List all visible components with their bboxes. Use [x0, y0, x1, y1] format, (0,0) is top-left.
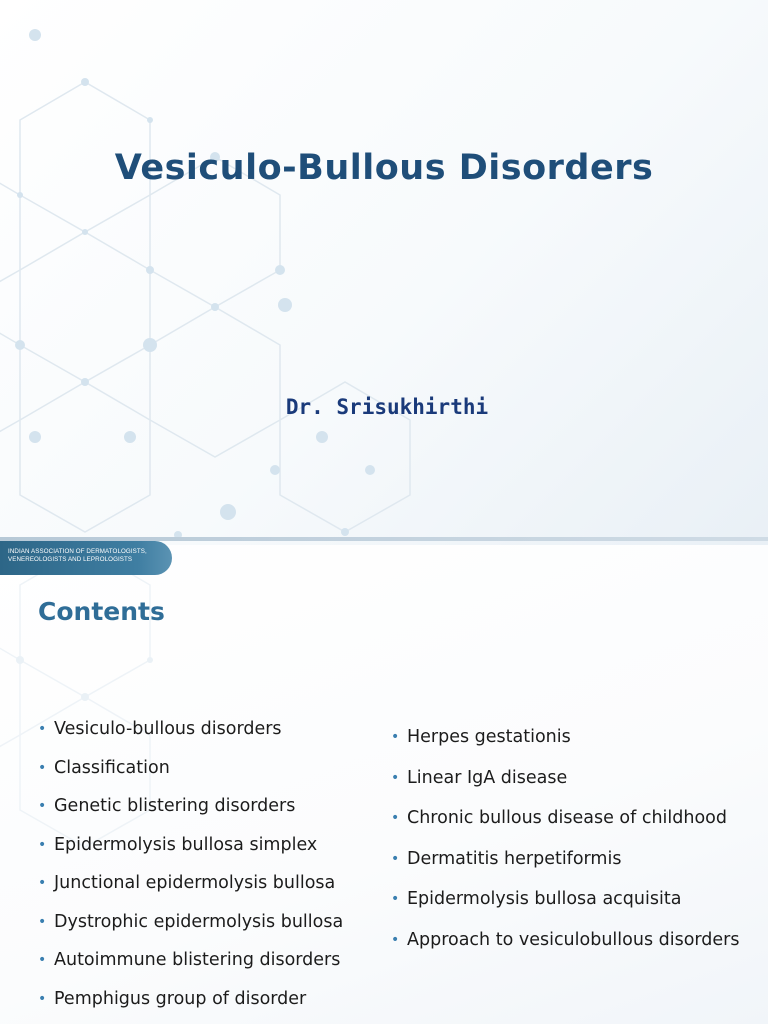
bullet-dot-icon: •: [391, 810, 400, 826]
contents-list-right: [391, 717, 763, 960]
logo-line-1: INDIAN ASSOCIATION OF DERMATOLOGISTS,: [8, 548, 147, 555]
list-item-text: Genetic blistering disorders: [54, 796, 296, 816]
slide-title: Vesiculo-Bullous Disorders: [114, 148, 654, 188]
list-item-text: Autoimmune blistering disorders: [54, 950, 341, 970]
list-item: [38, 871, 378, 910]
list-item: [38, 756, 378, 795]
author-name: Dr. Srisukhirthi: [285, 395, 489, 419]
bullet-dot-icon: •: [38, 798, 47, 814]
list-item: [391, 758, 763, 799]
list-item-text: Dermatitis herpetiformis: [407, 848, 622, 869]
bullet-dot-icon: •: [38, 759, 47, 776]
contents-slide: [0, 545, 768, 1024]
list-item: [38, 794, 378, 833]
bullet-dot-icon: •: [391, 729, 400, 745]
list-item-text: Herpes gestationis: [407, 727, 571, 747]
bullet-dot-icon: •: [38, 952, 47, 968]
list-item: [38, 987, 378, 1024]
list-item-text: Approach to vesiculobullous disorders: [407, 929, 740, 950]
list-item-text: Epidermolysis bullosa acquisita: [407, 889, 682, 909]
list-item: [391, 879, 763, 920]
bullet-dot-icon: •: [38, 721, 47, 737]
list-item: [38, 833, 378, 872]
bullet-dot-icon: •: [38, 913, 47, 930]
association-logo-text: [8, 548, 168, 564]
list-item: [38, 910, 378, 949]
bullet-dot-icon: •: [38, 875, 47, 891]
bullet-dot-icon: •: [38, 836, 47, 853]
list-item: [391, 798, 763, 839]
contents-list-left: [38, 717, 378, 1024]
bullet-dot-icon: •: [391, 850, 400, 867]
list-item: [391, 717, 763, 758]
bullet-dot-icon: •: [391, 931, 400, 948]
logo-line-2: VENEREOLOGISTS AND LEPROLOGISTS: [8, 556, 133, 563]
list-item-text: Linear IgA disease: [407, 767, 568, 788]
list-item: [38, 948, 378, 987]
bullet-dot-icon: •: [391, 769, 400, 786]
list-item-text: Pemphigus group of disorder: [54, 988, 307, 1009]
association-logo-banner: [0, 541, 172, 575]
list-item: [38, 717, 378, 756]
list-item: [391, 839, 763, 880]
contents-heading: Contents: [38, 597, 165, 626]
list-item-text: Vesiculo-bullous disorders: [54, 719, 282, 739]
list-item-text: Dystrophic epidermolysis bullosa: [54, 911, 344, 932]
list-item-text: Classification: [54, 757, 170, 778]
list-item-text: Epidermolysis bullosa simplex: [54, 834, 318, 855]
list-item: [391, 920, 763, 961]
list-item-text: Junctional epidermolysis bullosa: [54, 873, 336, 893]
bullet-dot-icon: •: [38, 990, 47, 1007]
list-item-text: Chronic bullous disease of childhood: [407, 808, 727, 828]
bullet-dot-icon: •: [391, 891, 400, 907]
